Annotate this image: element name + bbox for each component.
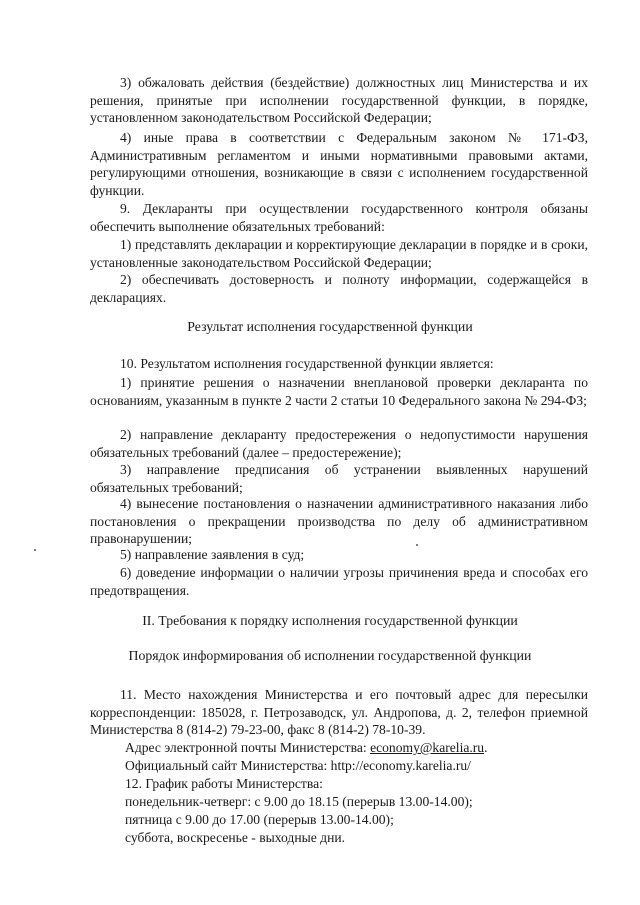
paragraph-9: 9. Декларанты при осуществлении государственного контроля обязаны обеспечить выполнение обязательных требований: — [90, 201, 588, 234]
right-item-3: 3) обжаловать действия (бездействие) должностных лиц Министерства и их решения, принятые при исполнении государственной функции, в порядке, установленном законодательством Российской Федерации; — [90, 75, 588, 126]
scan-speck — [34, 549, 36, 551]
section-2-title: II. Требования к порядку исполнения государственной функции — [142, 613, 518, 628]
heading-result: Результат исполнения государственной функции — [187, 319, 473, 334]
paragraph-11: 11. Место нахождения Министерства и его почтовый адрес для пересылки корреспонденции: 185028, г. Петрозаводск, ул. Андропова, д. 2, телефон приемной Министерства 8 (814-2) 79-23-00, факс 8 (814-2) 78-10-39. — [90, 687, 588, 738]
result-item-3: 3) направление предписания об устранении выявленных нарушений обязательных требований; — [90, 462, 588, 495]
email-link[interactable]: economy@karelia.ru — [370, 740, 485, 755]
schedule-friday: пятница с 9.00 до 17.00 (перерыв 13.00-14.00); — [125, 812, 394, 827]
website-line: Официальный сайт Министерства: http://economy.karelia.ru/ — [125, 758, 471, 773]
section-2-subtitle: Порядок информирования об исполнении государственной функции — [128, 648, 532, 663]
result-item-6: 6) доведение информации о наличии угрозы причинения вреда и способах его предотвращения. — [90, 565, 588, 598]
right-item-4: 4) иные права в соответствии с Федеральным законом № 171-ФЗ, Административным регламентом и иными нормативными правовыми актами, регулирующими отношения, возникающие в связи с исполнением государственной функции. — [90, 130, 588, 198]
result-item-4: 4) вынесение постановления о назначении административного наказания либо постановления о прекращении производства по делу об административном правонарушении; — [90, 496, 588, 547]
paragraph-12: 12. График работы Министерства: — [125, 776, 323, 791]
paragraph-10: 10. Результатом исполнения государственной функции является: — [120, 356, 494, 371]
email-label: Адрес электронной почты Министерства: — [125, 740, 371, 755]
schedule-mon-thu: понедельник-четверг: с 9.00 до 18.15 (перерыв 13.00-14.00); — [125, 794, 473, 809]
result-item-2: 2) направление декларанту предостережения о недопустимости нарушения обязательных требований (далее – предостережение); — [90, 427, 588, 460]
email-line — [125, 739, 588, 757]
email-end: . — [484, 740, 488, 755]
result-item-5: 5) направление заявления в суд; — [120, 547, 305, 562]
obligation-item-2: 2) обеспечивать достоверность и полноту информации, содержащейся в декларациях. — [90, 272, 588, 305]
schedule-weekend: суббота, воскресенье - выходные дни. — [125, 830, 346, 845]
scan-speck — [416, 544, 418, 546]
result-item-1: 1) принятие решения о назначении внеплановой проверки декларанта по основаниям, указанным в пункте 2 части 2 статьи 10 Федерального закона № 294-ФЗ; — [90, 375, 588, 408]
obligation-item-1: 1) представлять декларации и корректирующие декларации в порядке и в сроки, установленные законодательством Российской Федерации; — [90, 237, 588, 270]
